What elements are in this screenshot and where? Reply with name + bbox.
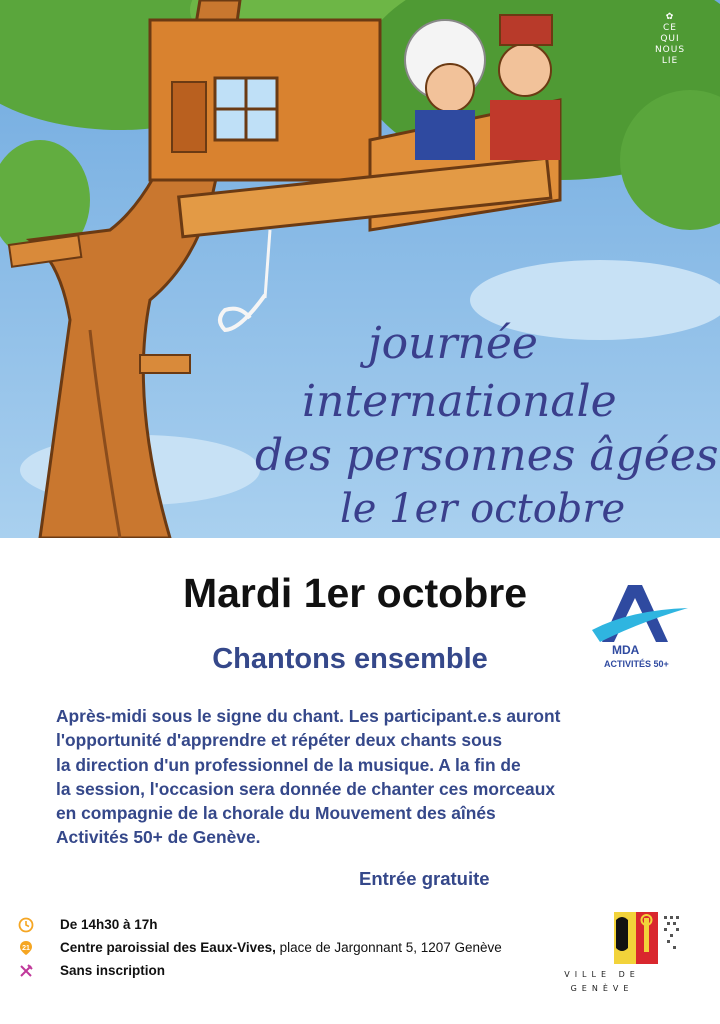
hero-title-line-1: journée (368, 318, 538, 369)
info-location-name: Centre paroissial des Eaux-Vives, (60, 940, 276, 955)
entry-price: Entrée gratuite (359, 868, 490, 889)
mda-a-icon (590, 580, 690, 670)
mda-logo (590, 580, 690, 670)
no-registration-icon (18, 963, 34, 979)
info-registration: Sans inscription (60, 963, 166, 978)
mda-name: MDA (612, 643, 640, 657)
tram-line-icon (18, 940, 34, 956)
logo-line: CE (663, 23, 677, 33)
hero-title-line-2: internationale (302, 376, 617, 427)
logo-line: NOUS (654, 45, 686, 55)
logo-line: QUI (660, 34, 680, 44)
ville-line: GENÈVE (570, 984, 634, 993)
geneva-coat-of-arms-icon (552, 908, 702, 968)
ce-qui-nous-lie-logo (634, 12, 706, 92)
event-date: Mardi 1er octobre (182, 570, 528, 616)
logo-flower-icon: ✿ (665, 12, 675, 22)
hero-title-line-4: le 1er octobre (340, 486, 626, 532)
ville-de-geneve-text (552, 968, 652, 996)
logo-line: LIE (661, 56, 679, 66)
description-line: la direction d'un professionnel de la musique. A la fin de (56, 754, 521, 775)
description-line: la session, l'occasion sera donnée de chanter ces morceaux (56, 778, 556, 799)
ville-line: VILLE DE (564, 970, 640, 979)
info-location-address: place de Jargonnant 5, 1207 Genève (275, 940, 502, 955)
description-line: l'opportunité d'apprendre et répéter deux chants sous (56, 730, 503, 751)
description-line: Activités 50+ de Genève. (56, 827, 261, 848)
event-title: Chantons ensemble (212, 643, 488, 675)
clock-icon (18, 917, 34, 933)
description-line: Après-midi sous le signe du chant. Les participant.e.s auront (56, 706, 561, 726)
info-time: De 14h30 à 17h (60, 917, 158, 932)
hero-title-line-3: des personnes âgées (255, 430, 719, 481)
event-description (56, 704, 676, 850)
description-line: en compagnie de la chorale du Mouvement des aînés (56, 803, 496, 824)
tram-number: 21 (22, 945, 30, 952)
mda-subtitle: ACTIVITÉS 50+ (604, 659, 669, 669)
